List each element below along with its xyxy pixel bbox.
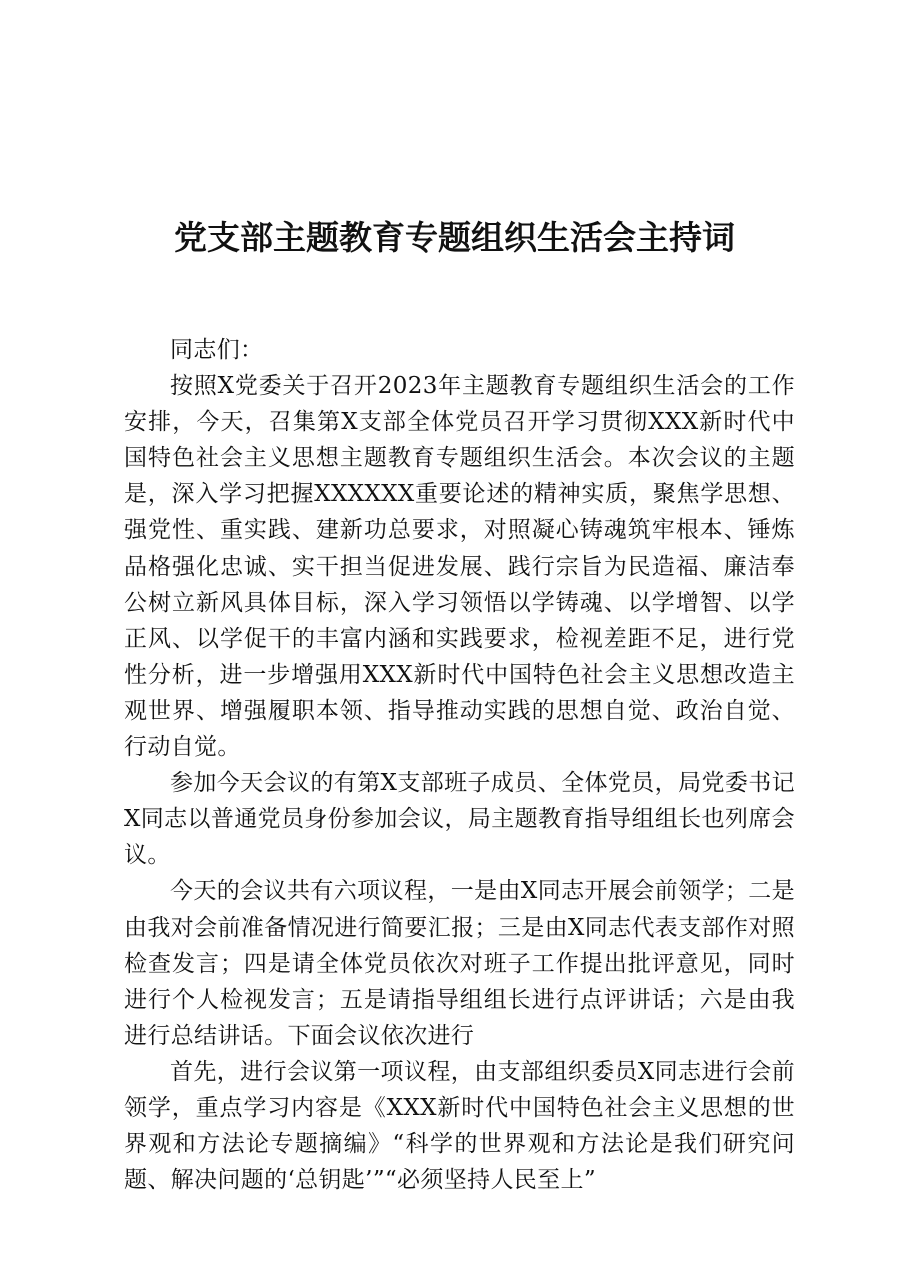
body-paragraph: 按照X党委关于召开2023年主题教育专题组织生活会的工作安排，今天，召集第X支部全体党员召开学习贯彻XXX新时代中国特色社会主义思想主题教育专题组织生活会。本次会议的主题是，深入学习把握XXXXXX重要论述的精神实质，聚焦学思想、强党性、重实践、建新功总要求，对照凝心铸魂筑牢根本、锤炼品格强化忠诚、实干担当促进发展、践行宗旨为民造福、廉洁奉公树立新风具体目标，深入学习领悟以学铸魂、以学增智、以学正风、以学促干的丰富内涵和实践要求，检视差距不足，进行党性分析，进一步增强用XXX新时代中国特色社会主义思想改造主观世界、增强履职本领、指导推动实践的思想自觉、政治自觉、行动自觉。	[124, 373, 795, 761]
document-title: 党支部主题教育专题组织生活会主持词	[174, 218, 735, 257]
body-paragraph: 首先，进行会议第一项议程，由支部组织委员X同志进行会前领学，重点学习内容是《XXX新时代中国特色社会主义思想的世界观和方法论专题摘编》“科学的世界观和方法论是我们研究问题、解决问题的‘总钥匙’”“必须坚持人民至上”	[124, 1058, 795, 1194]
body-paragraph: 参加今天会议的有第X支部班子成员、全体党员，局党委书记X同志以普通党员身份参加会议，局主题教育指导组组长也列席会议。	[124, 770, 795, 869]
salutation-paragraph: 同志们：	[170, 337, 264, 363]
body-paragraph: 今天的会议共有六项议程，一是由X同志开展会前领学；二是由我对会前准备情况进行简要汇报；三是由X同志代表支部作对照检查发言；四是请全体党员依次对班子工作提出批评意见，同时进行个人检视发言；五是请指导组组长进行点评讲话；六是由我进行总结讲话。下面会议依次进行	[124, 878, 795, 1049]
document-body	[124, 332, 795, 1198]
